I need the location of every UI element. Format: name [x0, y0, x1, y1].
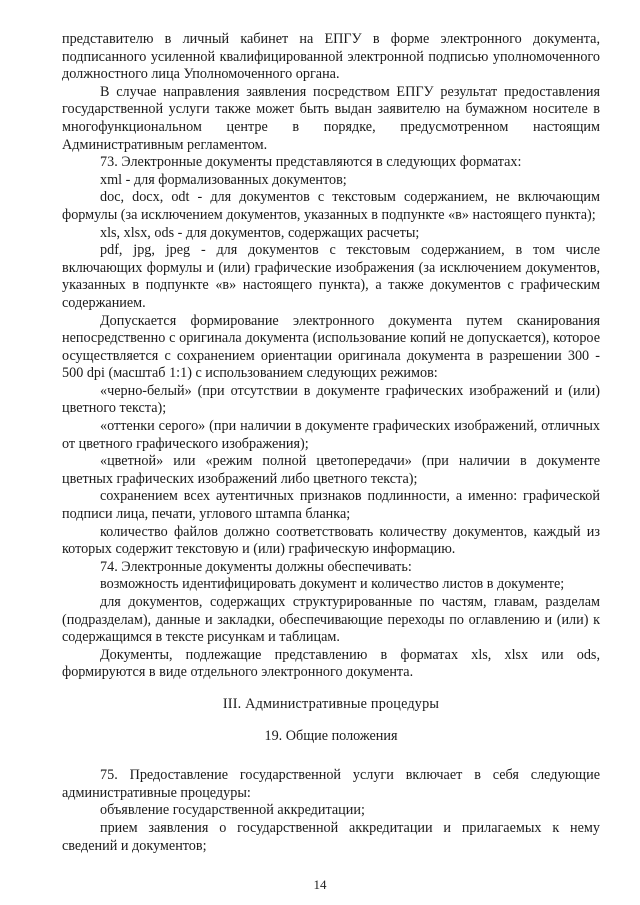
subsection-title: 19. Общие положения: [264, 727, 398, 744]
paragraph-continuation: представителю в личный кабинет на ЕПГУ в форме электронного документа, подписанного усиленной квалифицированной электронной подписью уполномоченного должностного лица Уполномоченного органа.: [62, 31, 600, 83]
section-title: III. Административные процедуры: [222, 695, 440, 712]
paragraph-announcement: объявление государственной аккредитации;: [100, 802, 365, 819]
paragraph-format-xml: xml - для формализованных документов;: [100, 171, 347, 188]
paragraph-format-pdf: pdf, jpg, jpeg - для документов с текстовым содержанием, в том числе включающих формулы и (или) графические изображения (за исключением документов, указанных в подпункте «в» настоящего пункта), а также документов с графическим содержанием.: [62, 242, 600, 311]
paragraph-mode-grayscale: «оттенки серого» (при наличии в документе графических изображений, отличных от цветного графического изображения);: [62, 418, 600, 452]
paragraph-73-formats: 73. Электронные документы представляются в следующих форматах:: [100, 154, 522, 171]
paragraph-file-count: количество файлов должно соответствовать количеству документов, каждый из которых содержит текстовую и (или) графическую информацию.: [62, 523, 600, 558]
paragraph-75-procedures: 75. Предоставление государственной услуги включает в себя следующие административные процедуры:: [62, 767, 600, 801]
paragraph-application-intake: прием заявления о государственной аккредитации и прилагаемых к нему сведений и документов;: [62, 819, 600, 854]
paragraph-mode-color: «цветной» или «режим полной цветопередачи» (при наличии в документе цветных графических изображений либо цветного текста);: [62, 453, 600, 487]
page-number: 14: [313, 877, 327, 892]
paragraph-format-doc: doc, docx, odt - для документов с текстовым содержанием, не включающим формулы (за исключением документов, указанных в подпункте «в» настоящего пункта);: [62, 189, 600, 223]
document-body: [62, 31, 600, 855]
paragraph-mode-bw: «черно-белый» (при отсутствии в документе графических изображений и (или) цветного текста);: [62, 382, 600, 417]
paragraph-authenticity: сохранением всех аутентичных признаков подлинности, а именно: графической подписи лица, печати, углового штампа бланка;: [62, 488, 600, 523]
paragraph-74-requirements: 74. Электронные документы должны обеспечивать:: [100, 558, 412, 575]
paragraph-separate-document: Документы, подлежащие представлению в форматах xls, xlsx или ods, формируются в виде отдельного электронного документа.: [62, 646, 600, 681]
paragraph-structured-docs: для документов, содержащих структурированные по частям, главам, разделам (подразделам), данные и закладки, обеспечивающие переходы по оглавлению и (или) к содержащимся в тексте рисункам и таблицам.: [62, 594, 600, 646]
paragraph-epgu-result: В случае направления заявления посредством ЕПГУ результат предоставления государственной услуги также может быть выдан заявителю на бумажном носителе в многофункциональном центре в порядке, предусмотренном настоящим Административным регламентом.: [62, 83, 600, 153]
paragraph-identify-document: возможность идентифицировать документ и количество листов в документе;: [100, 576, 565, 593]
paragraph-format-xls: xls, xlsx, ods - для документов, содержащих расчеты;: [100, 224, 420, 241]
paragraph-scanning: Допускается формирование электронного документа путем сканирования непосредственно с оригинала документа (использование копий не допускается), которое осуществляется с сохранением ориентации оригинала документа в разрешении 300 - 500 dpi (масштаб 1:1) с использованием следующих режимов:: [62, 312, 600, 382]
